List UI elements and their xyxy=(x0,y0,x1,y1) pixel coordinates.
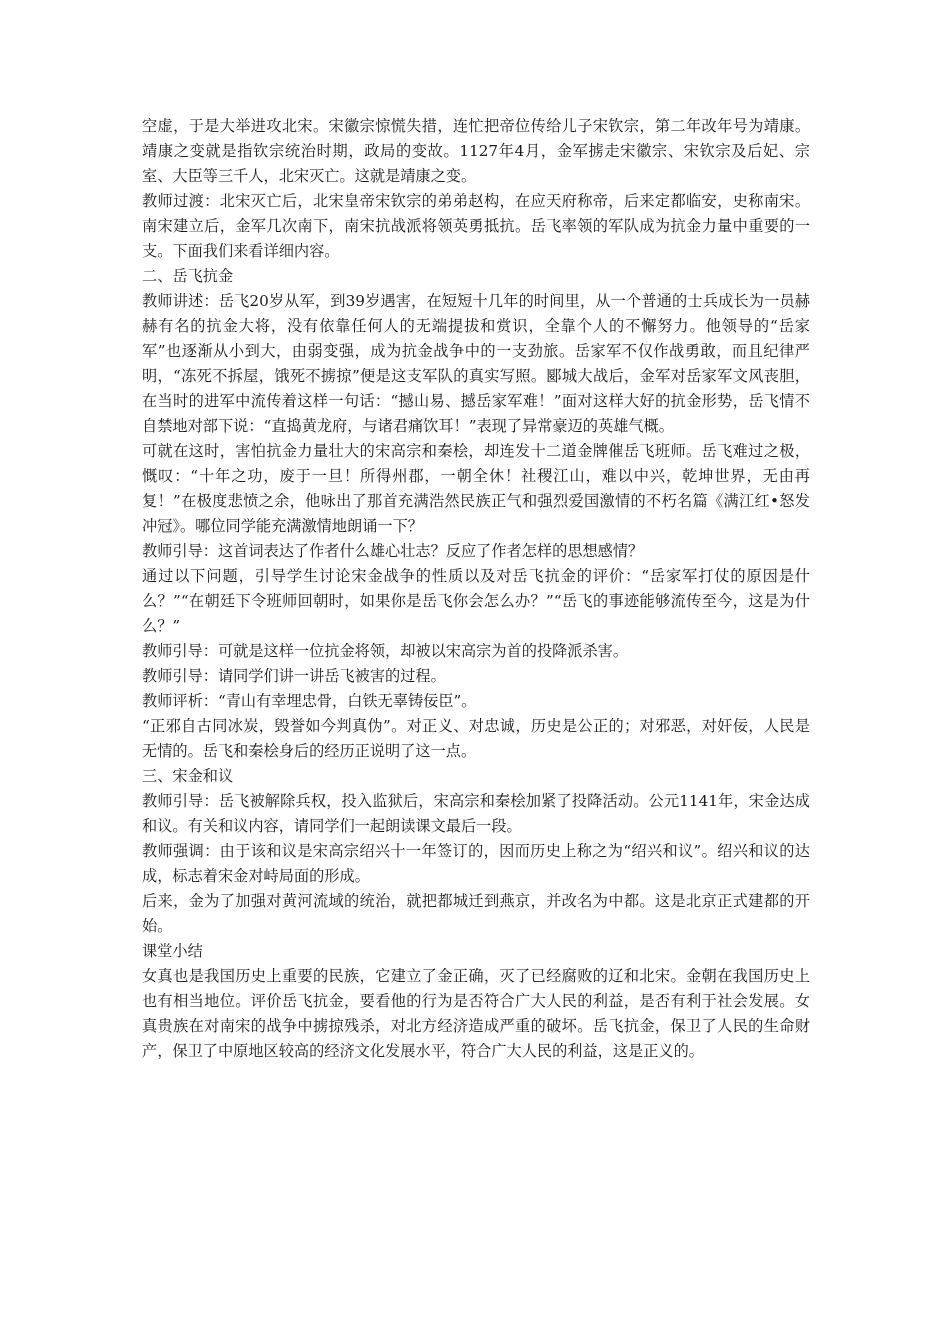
section-heading-yuefei: 二、岳飞抗金 xyxy=(142,267,234,285)
paragraph-teacher-narration: 教师讲述：岳飞20岁从军，到39岁遇害，在短短十几年的时间里，从一个普通的士兵成长为一员赫赫有名的抗金大将，没有依靠任何人的无端提拔和赏识，全靠个人的不懈努力。他领导的“岳家军”也逐渐从小到大，由弱变强，成为抗金战争中的一支劲旅。岳家军不仅作战勇敢，而且纪律严明，“冻死不拆屋，饿死不掳掠”便是这支军队的真实写照。郾城大战后，金军对岳家军文风丧胆，在当时的进军中流传着这样一句话：“撼山易、撼岳家军难！”面对这样大好的抗金形势，岳飞情不自禁地对部下说：“直捣黄龙府，与诸君痛饮耳！”表现了异常豪迈的英雄气概。 xyxy=(142,292,810,435)
paragraph-justice-history: “正邪自古同冰炭，毁誉如今判真伪”。对正义、对忠诚，历史是公正的；对邪恶，对奸佞，人民是无情的。岳飞和秦桧身后的经历正说明了这一点。 xyxy=(142,717,810,760)
paragraph-peace-treaty: 教师引导：岳飞被解除兵权，投入监狱后，宋高宗和秦桧加紧了投降活动。公元1141年，宋金达成和议。有关和议内容，请同学们一起朗读课文最后一段。 xyxy=(142,792,810,835)
paragraph-class-summary: 女真也是我国历史上重要的民族，它建立了金正确，灭了已经腐败的辽和北宋。金朝在我国历史上也有相当地位。评价岳飞抗金，要看他的行为是否符合广大人民的利益，是否有利于社会发展。女真贵族在对南宋的战争中掳掠残杀，对北方经济造成严重的破坏。岳飞抗金，保卫了人民的生命财产，保卫了中原地区较高的经济文化发展水平，符合广大人民的利益，这是正义的。 xyxy=(142,967,810,1060)
paragraph-teacher-guide-killed: 教师引导：可就是这样一位抗金将领，却被以宋高宗为首的投降派杀害。 xyxy=(142,642,628,660)
paragraph-golden-plaques: 可就在这时，害怕抗金力量壮大的宋高宗和秦桧，却连发十二道金牌催岳飞班师。岳飞难过之极，慨叹：“十年之功，废于一旦！所得州郡，一朝全休！社稷江山，难以中兴，乾坤世界，无由再复！”在极度悲愤之余，他咏出了那首充满浩然民族正气和强烈爱国激情的不朽名篇《满江红•怒发冲冠》。哪位同学能充满激情地朗诵一下？ xyxy=(142,442,810,535)
paragraph-discussion-questions: 通过以下问题，引导学生讨论宋金战争的性质以及对岳飞抗金的评价：“岳家军打仗的原因是什么？”“在朝廷下令班师回朝时，如果你是岳飞你会怎么办？”“岳飞的事迹能够流传至今，这是为什么？” xyxy=(142,567,810,635)
section-heading-summary: 课堂小结 xyxy=(142,942,203,960)
paragraph-teacher-comment: 教师评析：“青山有幸埋忠骨，白铁无辜铸佞臣”。 xyxy=(142,692,477,710)
paragraph-jingkang-event: 空虚，于是大举进攻北宋。宋徽宗惊慌失措，连忙把帝位传给儿子宋钦宗，第二年改年号为靖康。靖康之变就是指钦宗统治时期，政局的变故。1127年4月，金军掳走宋徽宗、宋钦宗及后妃、宗室、大臣等三千人，北宋灭亡。这就是靖康之变。 xyxy=(142,117,810,185)
paragraph-teacher-guide-poem: 教师引导：这首词表达了作者什么雄心壮志？反应了作者怎样的思想感情？ xyxy=(142,542,644,560)
paragraph-teacher-guide-process: 教师引导：请同学们讲一讲岳飞被害的过程。 xyxy=(142,667,446,685)
document-body xyxy=(142,114,810,1064)
paragraph-zhongdu-capital: 后来，金为了加强对黄河流域的统治，就把都城迁到燕京，并改名为中都。这是北京正式建都的开始。 xyxy=(142,892,810,935)
paragraph-shaoxing-treaty: 教师强调：由于该和议是宋高宗绍兴十一年签订的，因而历史上称之为“绍兴和议”。绍兴和议的达成，标志着宋金对峙局面的形成。 xyxy=(142,842,810,885)
paragraph-teacher-transition: 教师过渡：北宋灭亡后，北宋皇帝宋钦宗的弟弟赵构，在应天府称帝，后来定都临安，史称南宋。南宋建立后，金军几次南下，南宋抗战派将领英勇抵抗。岳飞率领的军队成为抗金力量中重要的一支。下面我们来看详细内容。 xyxy=(142,192,810,260)
section-heading-peace: 三、宋金和议 xyxy=(142,767,234,785)
